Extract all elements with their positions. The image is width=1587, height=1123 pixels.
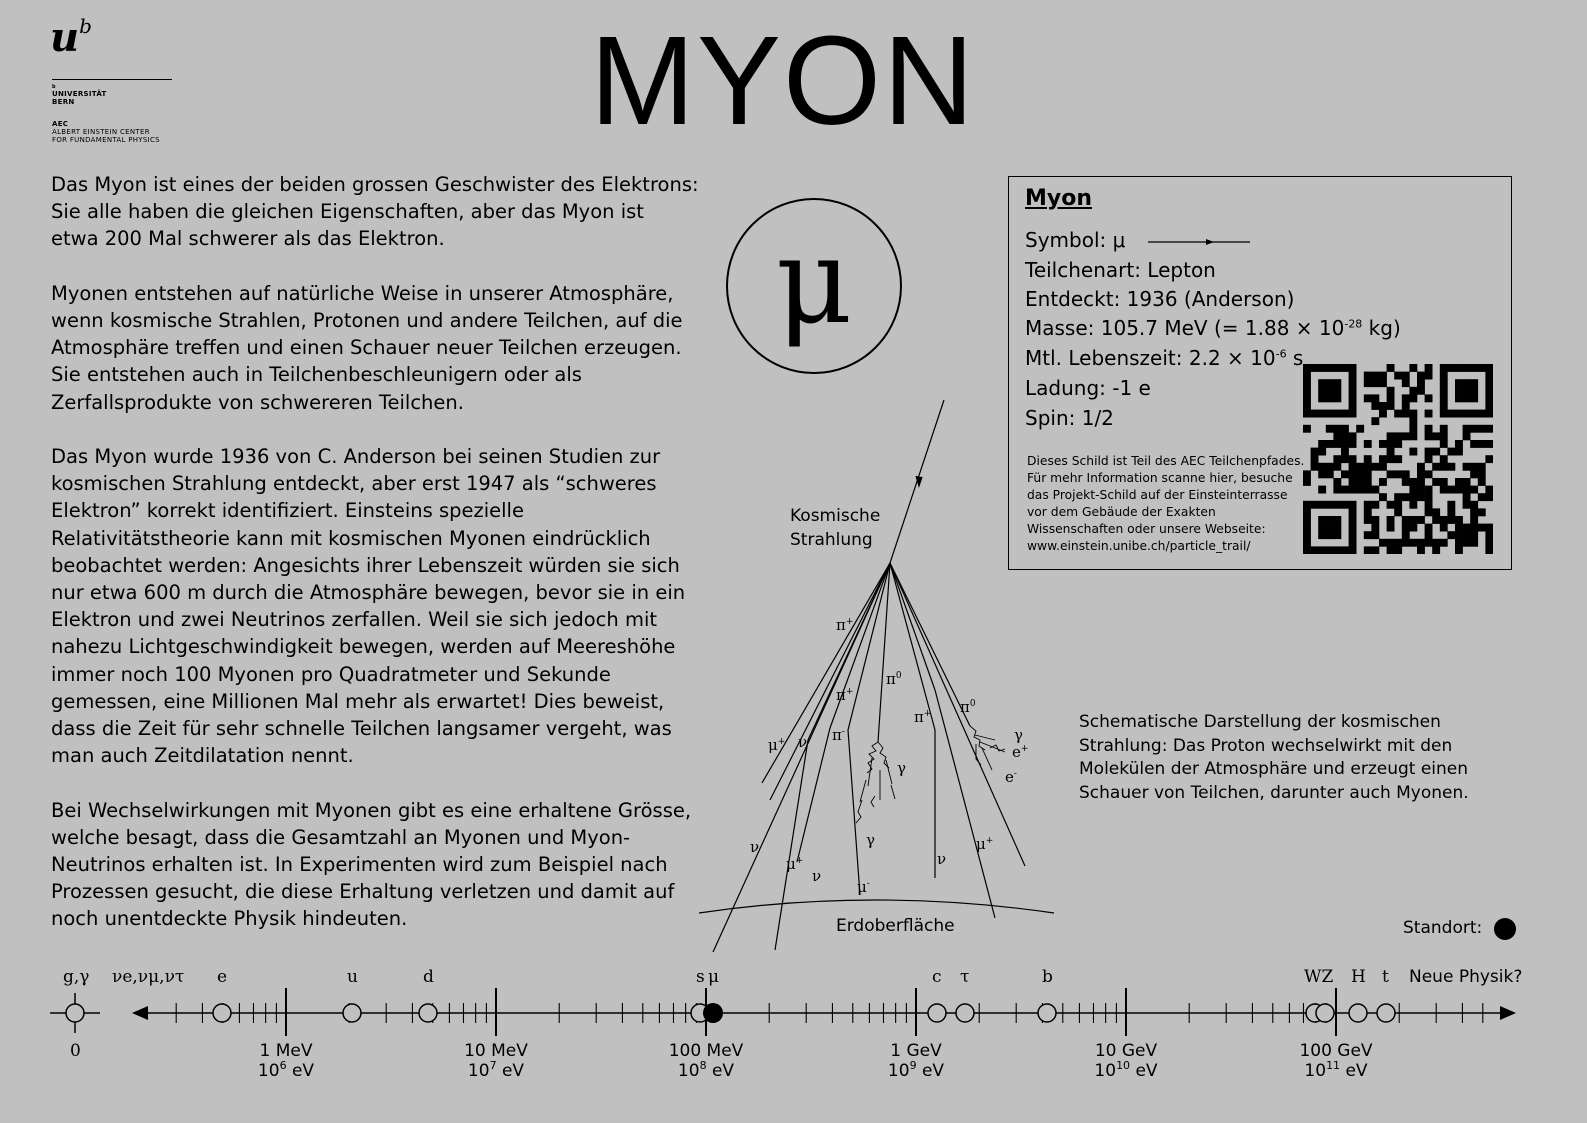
top-quark-marker xyxy=(1377,1004,1395,1022)
svg-text:π+: π+ xyxy=(836,616,854,634)
down-quark-marker xyxy=(419,1004,437,1022)
svg-text:μ+: μ+ xyxy=(976,835,994,853)
logo-rule xyxy=(52,79,172,80)
info-note: Dieses Schild ist Teil des AEC Teilchenpfades. Für mehr Information scanne hier, besuche das Projekt-Schild auf der Einsteinterrasse vor dem Gebäude der Exakten Wissenschaften oder unsere Webseite: www.einstein.unibe.ch/particle_trail/ xyxy=(1027,454,1305,553)
info-symbol: Symbol: μ xyxy=(1025,228,1256,252)
svg-text:WZ: WZ xyxy=(1304,967,1334,987)
info-type: Teilchenart: Lepton xyxy=(1025,258,1216,282)
massless-marker xyxy=(66,1004,84,1022)
zero-label: 0 xyxy=(70,1041,81,1061)
paragraph-1: Das Myon ist eines der beiden grossen Geschwister des Elektrons: Sie alle haben die gleichen Eigenschaften, aber das Myon ist etwa 200 Mal schwerer als das Elektron. xyxy=(51,173,699,251)
svg-text:Kosmische: Kosmische xyxy=(790,506,881,526)
particle-labels xyxy=(63,967,1389,987)
svg-text:d: d xyxy=(423,967,434,987)
svg-text:s: s xyxy=(696,967,705,987)
svg-text:ν: ν xyxy=(937,850,947,868)
university-logo-mark: $u^b$ xyxy=(50,13,92,61)
svg-text:μ+: μ+ xyxy=(768,736,786,754)
svg-text:g,γ: g,γ xyxy=(63,967,90,987)
decade-label-ev: $10^7$ eV xyxy=(467,1059,525,1081)
svg-text:μ-: μ- xyxy=(857,878,870,896)
svg-text:π0: $\pi^0$ xyxy=(886,670,902,688)
decade-label-mev: 10 GeV xyxy=(1094,1041,1158,1061)
svg-text:H: H xyxy=(1351,967,1366,987)
info-mass: Masse: 105.7 MeV (= $1.88 \times 10^{-28}$ kg) xyxy=(1025,316,1401,340)
svg-text:e+: e+ xyxy=(1012,743,1029,761)
svg-text:γ: γ xyxy=(866,831,875,849)
higgs-marker xyxy=(1349,1004,1367,1022)
svg-text:π+: π+ xyxy=(914,708,932,726)
tau-marker xyxy=(956,1004,974,1022)
up-quark-marker xyxy=(343,1004,361,1022)
svg-text:ν: ν xyxy=(798,733,808,751)
charm-quark-marker xyxy=(928,1004,946,1022)
body-text xyxy=(51,171,711,960)
decade-label-mev: 100 GeV xyxy=(1299,1041,1373,1061)
svg-text:Strahlung: Strahlung xyxy=(790,530,873,550)
location-marker-icon xyxy=(1494,918,1516,940)
svg-text:γ: γ xyxy=(897,759,906,777)
aec-name: AEC ALBERT EINSTEIN CENTER FOR FUNDAMENTAL PHYSICS xyxy=(52,120,160,144)
svg-text:μ+: μ+ xyxy=(786,855,804,873)
paragraph-3: Das Myon wurde 1936 von C. Anderson bei seinen Studien zur kosmischen Strahlung entdeckt, aber erst 1947 als “schweres Elektron” korrekt identifiziert. Einsteins spezielle Relativitätstheorie kann mit kosmischen Myonen eindrücklich beobachtet werden: Angesichts ihrer Lebenszeit würden sie sich nur etwa 600 m durch die Atmosphäre bewegen, bevor sie in ein Elektron und zwei Neutrinos zerfallen. Weil sie sich jedoch mit nahezu Lichtgeschwindigkeit bewegen, werden auf Meereshöhe immer noch 100 Myonen pro Quadratmeter und Sekunde gemessen, eine Millionen Mal mehr als erwartet! Dies beweist, dass die Zeit für sehr schnelle Teilchen langsamer vergeht, was man auch Zeitdilatation nennt. xyxy=(51,445,686,768)
decade-label-ev: $10^{10}$ eV xyxy=(1094,1059,1158,1081)
paragraph-2: Myonen entstehen auf natürliche Weise in unserer Atmosphäre, wenn kosmische Strahlen, Protonen und andere Teilchen, auf die Atmosphäre treffen und einen Schauer neuer Teilchen erzeugen. Sie entstehen auch in Teilchenbeschleunigern oder als Zerfallsprodukte von schwereren Teilchen. xyxy=(51,281,683,414)
svg-text:Erdoberfläche: Erdoberfläche xyxy=(836,916,955,936)
info-charge: Ladung: -1 e xyxy=(1025,376,1151,400)
decade-label-mev: 1 GeV xyxy=(890,1041,942,1061)
svg-text:π-: π- xyxy=(832,726,845,744)
svg-text:μ: μ xyxy=(708,967,720,987)
cosmic-shower-diagram xyxy=(690,390,1070,960)
svg-text:τ: τ xyxy=(960,967,970,987)
svg-text:e: e xyxy=(217,967,228,987)
mass-scale-axis xyxy=(0,960,1587,1123)
decade-label-mev: 10 MeV xyxy=(464,1041,528,1061)
z-boson-marker xyxy=(1316,1004,1334,1022)
diagram-caption: Schematische Darstellung der kosmischen Strahlung: Das Proton wechselwirkt mit den Molekülen der Atmosphäre und erzeugt einen Schauer von Teilchen, darunter auch Myonen. xyxy=(1079,712,1469,803)
svg-text:e-: e- xyxy=(1005,768,1017,786)
bottom-quark-marker xyxy=(1038,1004,1056,1022)
page-title: MYON xyxy=(590,10,976,151)
svg-text:b: b xyxy=(1042,967,1053,987)
svg-text:νe,νμ,ντ: νe,νμ,ντ xyxy=(112,967,185,987)
svg-text:ν: ν xyxy=(750,838,760,856)
svg-text:γ: γ xyxy=(1014,726,1023,744)
info-spin: Spin: 1/2 xyxy=(1025,406,1114,430)
svg-text:u: u xyxy=(347,967,358,987)
paragraph-4: Bei Wechselwirkungen mit Myonen gibt es eine erhaltene Grösse, welche besagt, dass die Gesamtzahl an Myonen und Myon- Neutrinos erhalten ist. In Experimenten wird zum Beispiel nach Prozessen gesucht, die diese Erhaltung verletzen und damit auf noch unentdeckte Physik hindeuten. xyxy=(51,798,692,931)
university-name: b UNIVERSITÄT BERN xyxy=(52,84,107,106)
info-lifetime: Mtl. Lebenszeit: $2.2 \times 10^{-6}$ s xyxy=(1025,346,1304,370)
svg-text:c: c xyxy=(932,967,942,987)
qr-code[interactable] xyxy=(1303,364,1493,554)
primary-proton-track xyxy=(890,400,944,563)
muon-marker xyxy=(703,1003,723,1023)
mu-symbol: μ xyxy=(775,212,853,350)
decade-label-ev: $10^6$ eV xyxy=(257,1059,315,1081)
location-label: Standort: xyxy=(1403,918,1483,938)
decade-label-ev: $10^9$ eV xyxy=(887,1059,945,1081)
svg-text:ν: ν xyxy=(812,867,822,885)
decade-label-ev: $10^{11}$ eV xyxy=(1304,1059,1368,1081)
arrow-icon xyxy=(1146,235,1256,249)
electron-marker xyxy=(213,1004,231,1022)
decade-label-mev: 100 MeV xyxy=(668,1041,744,1061)
new-physics-label: Neue Physik? xyxy=(1409,967,1523,987)
svg-text:π+: π+ xyxy=(836,686,854,704)
svg-text:t: t xyxy=(1382,967,1389,987)
decade-label-mev: 1 MeV xyxy=(259,1041,313,1061)
info-discovered: Entdeckt: 1936 (Anderson) xyxy=(1025,287,1295,311)
decade-label-ev: $10^8$ eV xyxy=(677,1059,735,1081)
svg-text:π0: $\pi^0$ xyxy=(960,698,976,716)
info-title: Myon xyxy=(1025,186,1093,211)
